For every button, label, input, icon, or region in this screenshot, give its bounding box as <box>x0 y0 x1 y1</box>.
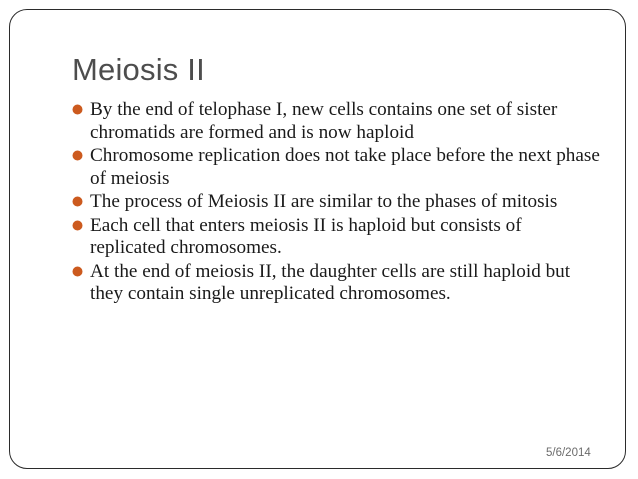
bullet-text: Each cell that enters meiosis II is haploid but consists of replicated chromosomes. <box>90 214 522 258</box>
circle-bullet-icon <box>72 220 83 231</box>
slide-date: 5/6/2014 <box>546 447 591 459</box>
bullet-item <box>72 99 602 144</box>
bullet-text: By the end of telophase I, new cells contains one set of sister chromatids are formed and is now haploid <box>90 99 558 143</box>
circle-bullet-icon <box>72 196 83 207</box>
circle-bullet-icon <box>72 104 83 115</box>
slide-title: Meiosis II <box>72 52 205 87</box>
bullet-item <box>72 261 602 306</box>
bullet-text: The process of Meiosis II are similar to the phases of mitosis <box>90 191 558 212</box>
circle-bullet-icon <box>72 150 83 161</box>
bullet-text: At the end of meiosis II, the daughter cells are still haploid but they contain single unreplicated chromosomes. <box>90 260 571 304</box>
bullet-text: Chromosome replication does not take place before the next phase of meiosis <box>90 145 600 189</box>
circle-bullet-icon <box>72 266 83 277</box>
bullet-item <box>72 215 602 260</box>
bullet-list <box>72 99 602 307</box>
bullet-item <box>72 145 602 190</box>
bullet-item <box>72 191 602 214</box>
